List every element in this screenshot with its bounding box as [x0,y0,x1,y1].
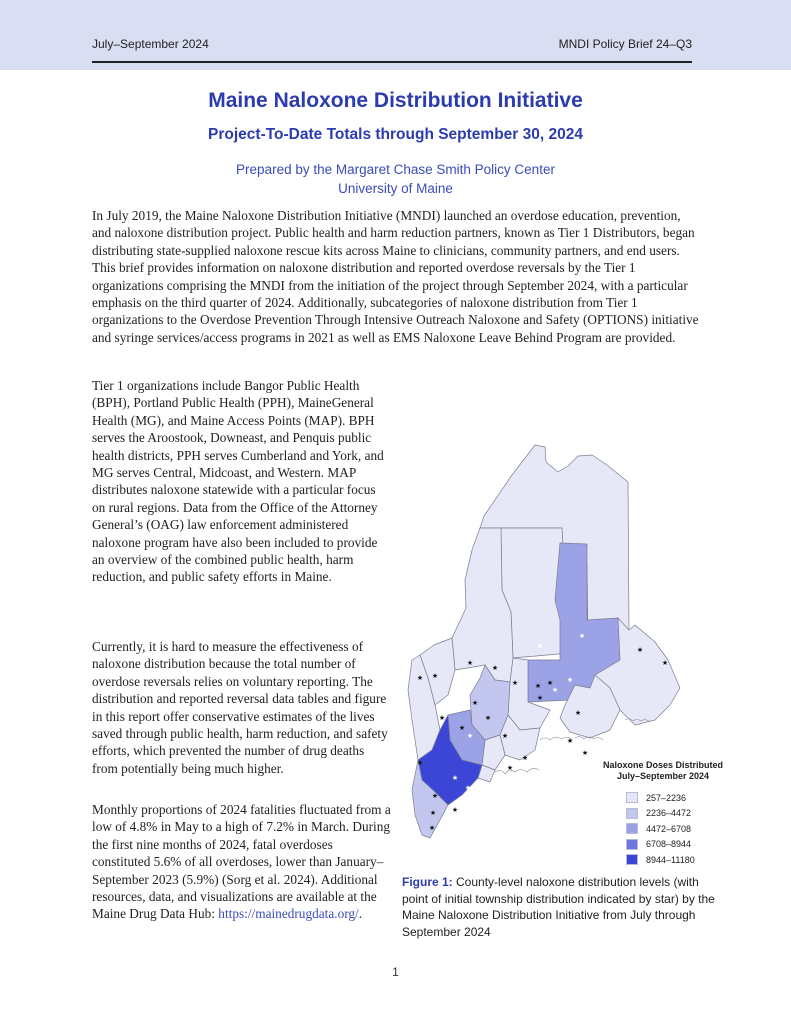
map-legend [588,760,738,868]
prepared-by-line2: University of Maine [338,181,453,196]
svg-text:★: ★ [661,659,669,667]
legend-title-line1: Naloxone Doses Distributed [602,760,724,770]
svg-text:★: ★ [506,764,514,772]
legend-title-line2: July–September 2024 [616,771,710,781]
county-lincoln [482,735,505,770]
svg-text:★: ★ [574,709,582,717]
legend-item [626,852,738,868]
figure-caption-label: Figure 1: [402,875,453,889]
legend-item [626,790,738,806]
page-subtitle: Project-To-Date Totals through September 30, 2024 [208,126,583,143]
svg-text:★: ★ [438,714,446,722]
svg-text:★: ★ [471,699,479,707]
legend-item [626,806,738,822]
svg-text:★: ★ [546,679,554,687]
legend-label: 4472–6708 [646,823,692,834]
figure-caption-text: County-level naloxone distribution levels (with point of initial township distribution indicated by star) by the Maine Naloxone Distribution Initiative from July through September 2024 [402,875,715,939]
header-date-range: July–September 2024 [92,37,209,51]
svg-text:★: ★ [566,676,574,684]
svg-text:★: ★ [416,759,424,767]
tier1-paragraph: Tier 1 organizations include Bangor Public Health (BPH), Portland Public Health (PPH), MaineGeneral Health (MG), and Maine Access Points (MAP). BPH serves the Aroostook, Downeast, and Penquis public health districts, PPH serves Cumberland and York, and MG serves Central, Midcoast, and Western. MAP distributes naloxone statewide with a particular focus on rural regions. Data from the Office of the Attorney General’s (OAG) law enforcement administered naloxone program have also been included to provide an overview of the combined public health, harm reduction, and public safety efforts in Maine. [92,378,384,585]
legend-label: 6708–8944 [646,839,692,850]
maine-drug-data-link[interactable]: https://mainedrugdata.org/ [218,906,359,922]
legend-title [588,760,738,782]
legend-swatch [626,839,638,850]
intro-paragraph: In July 2019, the Maine Naloxone Distribution Initiative (MNDI) launched an overdose education, prevention, and naloxone distribution project. Public health and harm reduction partners, known as Tier 1 Distributors, began distributing state-supplied naloxone rescue kits across Maine to clinicians, community partners, and end users. This brief provides information on naloxone distribution and reported overdose reversals by the Tier 1 organizations comprising the MNDI from the initiation of the project through September 2024, with a particular emphasis on the third quarter of 2024. Additionally, subcategories of naloxone distribution from Tier 1 organizations to the Overdose Prevention Through Intensive Outreach Naloxone and Safety (OPTIONS) initiative and syringe services/access programs in 2021 as well as EMS Naloxone Leave Behind Program are provided. [92,208,699,345]
page-title: Maine Naloxone Distribution Initiative [208,89,583,112]
svg-text:★: ★ [536,694,544,702]
fatalities-text: Monthly proportions of 2024 fatalities fluctuated from a low of 4.8% in May to a high of 7.2% in March. During the first nine months of 2024, fatal overdoses constituted 5.6% of all overdoses, lower than January–September 2023 (5.9%) (Sorg et al. 2024). Additional resources, data, and visualizations are available at the Maine Drug Data Hub: [92,802,391,922]
legend-swatch [626,854,638,865]
legend-swatch [626,823,638,834]
prepared-by-line1: Prepared by the Margaret Chase Smith Policy Center [236,162,555,177]
svg-text:★: ★ [521,754,529,762]
svg-text:★: ★ [431,672,439,680]
legend-item [626,837,738,853]
svg-text:★: ★ [491,664,499,672]
svg-text:★: ★ [511,679,519,687]
svg-text:★: ★ [466,732,474,740]
svg-text:★: ★ [466,659,474,667]
header-divider [92,61,692,63]
header-band [0,0,791,70]
svg-text:★: ★ [431,792,439,800]
legend-label: 257–2236 [646,792,687,803]
legend-label: 2236–4472 [646,808,692,819]
header-brief-id: MNDI Policy Brief 24–Q3 [558,37,692,51]
svg-text:★: ★ [416,674,424,682]
legend-swatch [626,808,638,819]
svg-text:★: ★ [534,682,542,690]
svg-text:★: ★ [484,714,492,722]
legend-items [626,790,738,868]
svg-text:★: ★ [428,824,436,832]
svg-text:★: ★ [429,809,437,817]
svg-text:★: ★ [451,774,459,782]
link-trailing: . [358,906,363,922]
svg-text:★: ★ [581,749,589,757]
figure-caption [402,874,722,940]
page-number: 1 [392,965,399,979]
legend-swatch [626,792,638,803]
svg-text:★: ★ [464,784,472,792]
svg-text:★: ★ [636,646,644,654]
svg-text:★: ★ [501,732,509,740]
svg-text:★: ★ [451,806,459,814]
svg-text:★: ★ [536,642,544,650]
svg-text:★: ★ [458,724,466,732]
prepared-by [0,160,791,198]
effectiveness-paragraph: Currently, it is hard to measure the effectiveness of naloxone distribution because the total number of overdose reversals relies on voluntary reporting. The distribution and reported reversal data tables and figure in this report offer conservative estimates of the lives saved through public health, harm reduction, and safety efforts, which prevented the number of drug deaths from potentially being much higher. [92,639,388,776]
legend-item [626,821,738,837]
svg-text:★: ★ [566,737,574,745]
svg-text:★: ★ [551,686,559,694]
fatalities-paragraph [92,801,392,923]
svg-text:★: ★ [578,632,586,640]
legend-label: 8944–11180 [646,854,695,865]
